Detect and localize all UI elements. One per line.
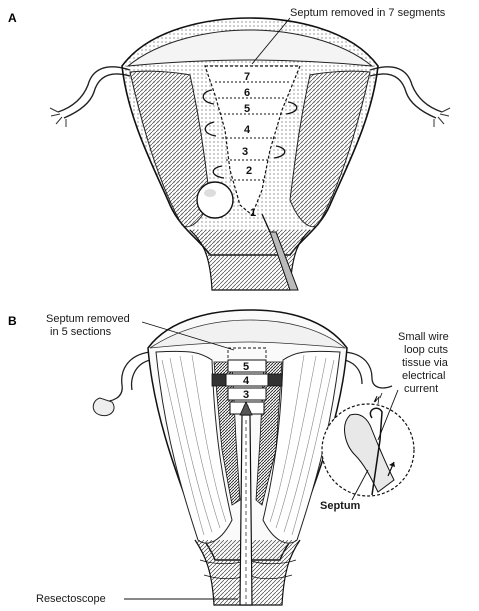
- panel-a-seg-7: 7: [244, 71, 251, 83]
- panel-a-seg-1: 1: [250, 207, 257, 219]
- panel-a-seg-6: 6: [244, 87, 251, 99]
- panel-b-inset-line-3: tissue via: [402, 357, 448, 369]
- panel-a-balloon: [197, 182, 233, 218]
- panel-b-inset-spark-icon: [374, 393, 382, 404]
- panel-a-seg-2: 2: [246, 165, 253, 177]
- panel-b-inset-line-4: electrical: [402, 370, 446, 382]
- panel-b-seg-5: 5: [243, 361, 250, 373]
- panel-b-letter: B: [8, 314, 17, 328]
- panel-b-inset-line-1: Small wire: [398, 331, 449, 343]
- panel-a-right-tube: [370, 67, 442, 118]
- panel-b-resectoscope-label: Resectoscope: [36, 593, 106, 605]
- panel-a-seg-3: 3: [242, 146, 249, 158]
- panel-b-septum-label-1: Septum removed: [46, 313, 130, 325]
- panel-b-seg-3: 3: [243, 389, 250, 401]
- panel-b-septum-bold-label: Septum: [320, 500, 361, 512]
- panel-a-left-tube: [58, 67, 130, 118]
- panel-a-letter: A: [8, 11, 17, 25]
- panel-a-seg-4: 4: [244, 124, 251, 136]
- panel-b-inset-line-5: current: [404, 383, 439, 395]
- panel-a-seg-5: 5: [244, 103, 251, 115]
- panel-b-septum-label-2: in 5 sections: [50, 326, 112, 338]
- panel-a: [8, 7, 450, 290]
- panel-a-left-fimbria: [50, 108, 66, 127]
- panel-b-left-tube: [100, 352, 150, 402]
- panel-a-label: Septum removed in 7 segments: [290, 7, 446, 19]
- panel-b-inset-line-2: loop cuts: [404, 344, 449, 356]
- panel-b: [8, 310, 449, 605]
- panel-b-seg-4: 4: [243, 375, 250, 387]
- panel-a-right-fimbria: [434, 108, 450, 127]
- panel-b-right-tube: [345, 352, 392, 388]
